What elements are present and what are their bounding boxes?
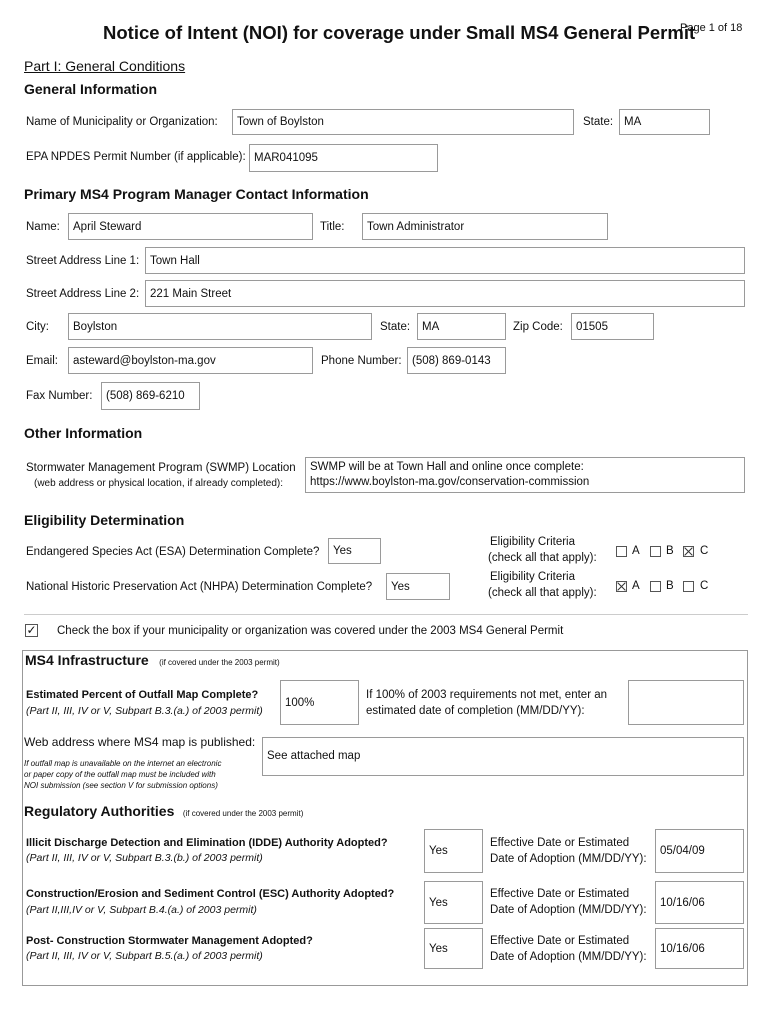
contact-heading: Primary MS4 Program Manager Contact Information	[24, 186, 369, 202]
nhpa-criteria-label-1: Eligibility Criteria	[490, 571, 575, 583]
esa-criteria-label-1: Eligibility Criteria	[490, 536, 575, 548]
idde-sublabel: (Part II, III, IV or V, Subpart B.3.(b.) of 2003 permit)	[26, 852, 263, 864]
title-label: Title:	[320, 221, 345, 233]
post-construction-label: Post- Construction Stormwater Management Adopted?	[26, 935, 313, 947]
outfall-pct-field[interactable]: 100%	[280, 680, 359, 725]
idde-date-label-2: Date of Adoption (MM/DD/YY):	[490, 853, 647, 865]
swmp-label: Stormwater Management Program (SWMP) Location	[26, 462, 296, 474]
fax-label: Fax Number:	[26, 390, 93, 402]
part-heading: Part I: General Conditions	[24, 58, 186, 74]
street1-field[interactable]: Town Hall	[145, 247, 745, 274]
nhpa-criteria-a-checkbox[interactable]	[616, 581, 627, 592]
completion-label-1: If 100% of 2003 requirements not met, enter an	[366, 689, 608, 701]
divider	[24, 614, 748, 615]
contact-state-field[interactable]: MA	[417, 313, 506, 340]
esc-sublabel: (Part II,III,IV or V, Subpart B.4.(a.) of 2003 permit)	[26, 904, 257, 916]
covered-2003-checkbox[interactable]: ✓	[26, 623, 37, 637]
epa-permit-field[interactable]: MAR041095	[249, 144, 438, 172]
esc-date-label-2: Date of Adoption (MM/DD/YY):	[490, 904, 647, 916]
name-label: Name:	[26, 221, 60, 233]
nhpa-label: National Historic Preservation Act (NHPA) Determination Complete?	[26, 581, 373, 593]
swmp-sublabel: (web address or physical location, if already completed):	[34, 478, 284, 489]
esa-criteria-a-checkbox[interactable]	[616, 546, 627, 557]
infrastructure-heading-note: (if covered under the 2003 permit)	[159, 658, 280, 667]
esc-date-field[interactable]: 10/16/06	[655, 881, 744, 924]
nhpa-criteria-a-label: A	[632, 580, 640, 592]
infrastructure-heading: MS4 Infrastructure	[25, 652, 149, 668]
idde-label: Illicit Discharge Detection and Elimination (IDDE) Authority Adopted?	[26, 837, 388, 849]
post-construction-date-label-2: Date of Adoption (MM/DD/YY):	[490, 951, 647, 963]
esc-label: Construction/Erosion and Sediment Control (ESC) Authority Adopted?	[26, 888, 395, 900]
esa-criteria-b-checkbox[interactable]	[650, 546, 661, 557]
street2-field[interactable]: 221 Main Street	[145, 280, 745, 307]
title-field[interactable]: Town Administrator	[362, 213, 608, 240]
swmp-field[interactable]	[305, 457, 745, 493]
regulatory-heading-note: (if covered under the 2003 permit)	[182, 809, 304, 818]
regulatory-heading-row	[24, 803, 303, 821]
nhpa-criteria-label-2: (check all that apply):	[488, 587, 597, 599]
esa-criteria-label-2: (check all that apply):	[488, 552, 597, 564]
nhpa-field[interactable]: Yes	[386, 573, 450, 600]
page-number: Page 1 of 18	[680, 22, 743, 34]
email-field[interactable]: asteward@boylston-ma.gov	[68, 347, 313, 374]
web-note-1: If outfall map is unavailable on the internet an electronic	[24, 759, 222, 768]
esa-criteria-c-checkbox[interactable]	[683, 546, 694, 557]
outfall-pct-label: Estimated Percent of Outfall Map Complete?	[26, 689, 259, 701]
covered-2003-label: Check the box if your municipality or organization was covered under the 2003 MS4 General Permit	[57, 625, 564, 637]
web-address-label: Web address where MS4 map is published:	[24, 735, 256, 749]
zip-label: Zip Code:	[513, 321, 563, 333]
idde-date-label-1: Effective Date or Estimated	[490, 837, 630, 849]
completion-label-2: estimated date of completion (MM/DD/YY):	[366, 705, 585, 717]
outfall-pct-sublabel: (Part II, III, IV or V, Subpart B.3.(a.) of 2003 permit)	[26, 705, 263, 717]
esc-date-label-1: Effective Date or Estimated	[490, 888, 630, 900]
post-construction-date-label-1: Effective Date or Estimated	[490, 935, 630, 947]
swmp-line-1: SWMP will be at Town Hall and online once complete:	[310, 461, 584, 473]
state-field[interactable]: MA	[619, 109, 710, 135]
infrastructure-heading-row	[25, 652, 280, 670]
zip-field[interactable]: 01505	[571, 313, 654, 340]
state-label: State:	[583, 116, 614, 128]
nhpa-criteria-c-checkbox[interactable]	[683, 581, 694, 592]
street2-label: Street Address Line 2:	[26, 288, 140, 300]
idde-adopted-field[interactable]: Yes	[424, 829, 483, 873]
esa-criteria-b-label: B	[666, 545, 674, 557]
nhpa-criteria-b-label: B	[666, 580, 674, 592]
esa-criteria-a-label: A	[632, 545, 640, 557]
web-address-field[interactable]: See attached map	[262, 737, 744, 776]
fax-field[interactable]: (508) 869-6210	[101, 382, 200, 410]
municipality-field[interactable]: Town of Boylston	[232, 109, 574, 135]
city-label: City:	[26, 321, 49, 333]
post-construction-adopted-field[interactable]: Yes	[424, 928, 483, 969]
completion-date-field[interactable]	[628, 680, 744, 725]
email-label: Email:	[26, 355, 58, 367]
phone-label: Phone Number:	[321, 355, 402, 367]
nhpa-criteria-b-checkbox[interactable]	[650, 581, 661, 592]
web-note-2: or paper copy of the outfall map must be included with	[24, 770, 216, 779]
swmp-line-2: https://www.boylston-ma.gov/conservation-commission	[310, 476, 590, 488]
esa-criteria-c-label: C	[700, 545, 709, 557]
post-construction-sublabel: (Part II, III, IV or V, Subpart B.5.(a.) of 2003 permit)	[26, 950, 263, 962]
contact-state-label: State:	[380, 321, 411, 333]
web-note-3: NOI submission (see section V for submission options)	[24, 781, 218, 790]
esc-adopted-field[interactable]: Yes	[424, 881, 483, 924]
eligibility-heading: Eligibility Determination	[24, 512, 185, 528]
esa-label: Endangered Species Act (ESA) Determination Complete?	[26, 546, 320, 558]
post-construction-date-field[interactable]: 10/16/06	[655, 928, 744, 969]
street1-label: Street Address Line 1:	[26, 255, 140, 267]
name-field[interactable]: April Steward	[68, 213, 313, 240]
other-heading: Other Information	[24, 425, 143, 441]
form-title: Notice of Intent (NOI) for coverage under Small MS4 General Permit	[103, 22, 696, 43]
municipality-label: Name of Municipality or Organization:	[26, 116, 218, 128]
epa-permit-label: EPA NPDES Permit Number (if applicable):	[26, 151, 246, 163]
idde-date-field[interactable]: 05/04/09	[655, 829, 744, 873]
esa-field[interactable]: Yes	[328, 538, 381, 564]
general-heading: General Information	[24, 81, 158, 97]
phone-field[interactable]: (508) 869-0143	[407, 347, 506, 374]
nhpa-criteria-c-label: C	[700, 580, 709, 592]
city-field[interactable]: Boylston	[68, 313, 372, 340]
regulatory-heading: Regulatory Authorities	[24, 803, 175, 819]
